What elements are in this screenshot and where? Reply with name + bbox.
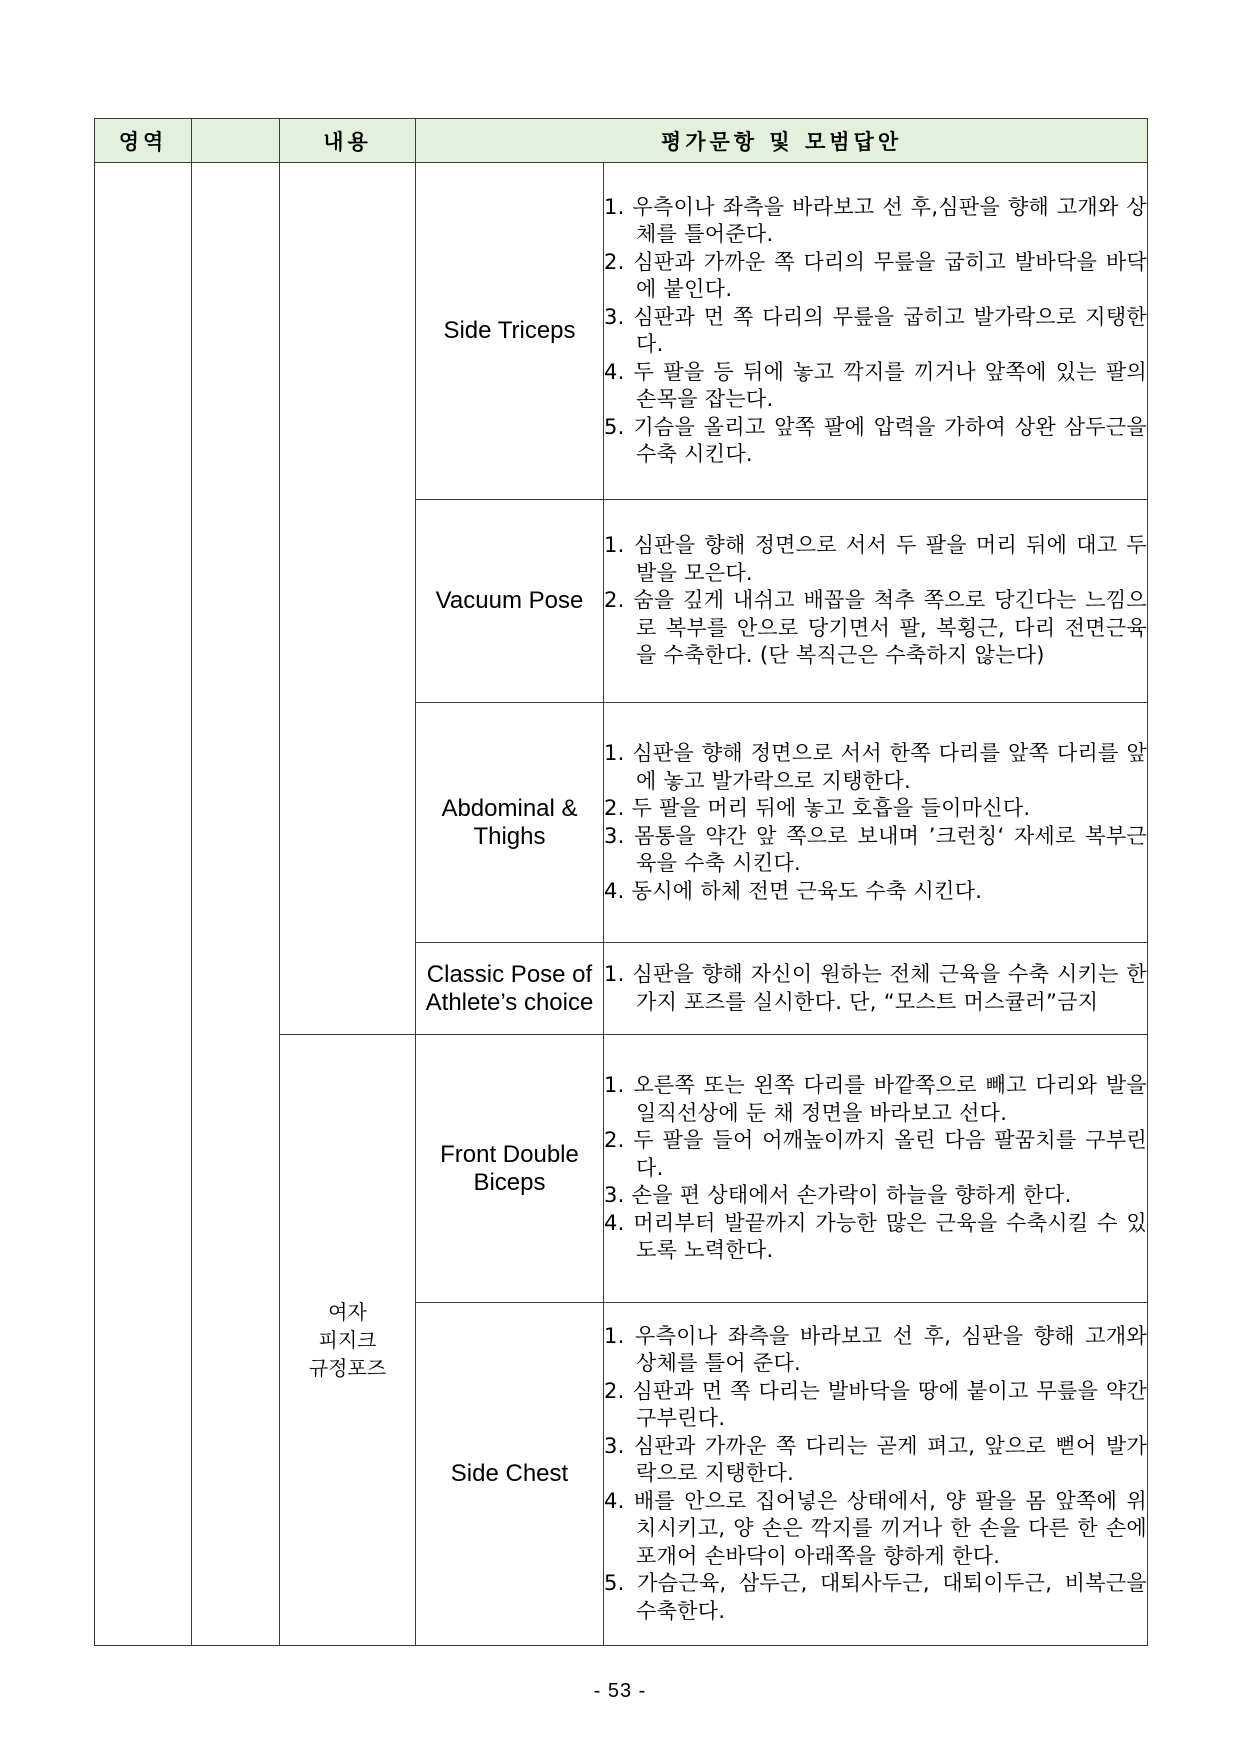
step-item: 3. 몸통을 약간 앞 쪽으로 보내며 ’크런칭‘ 자세로 복부근육을 수축 시킨다. <box>604 823 1148 875</box>
pose-steps <box>604 1303 1148 1646</box>
header-questions: 평가문항 및 모범답안 <box>416 119 1148 163</box>
step-item: 5. 가슴근육, 삼두근, 대퇴사두근, 대퇴이두근, 비복근을 수축한다. <box>604 1571 1148 1623</box>
step-item: 2. 두 팔을 머리 뒤에 놓고 호흡을 들이마신다. <box>604 796 1031 820</box>
step-item: 3. 심판과 가까운 쪽 다리는 곧게 펴고, 앞으로 뻗어 발가락으로 지탱한다. <box>604 1433 1148 1486</box>
pose-name: Side Triceps <box>416 163 604 500</box>
category-female-physique <box>280 1035 416 1646</box>
step-item: 2. 심판과 먼 쪽 다리는 발바닥을 땅에 붙이고 무릎을 약간 구부린다. <box>604 1378 1148 1431</box>
category-label: 여자 피지크 규정포즈 <box>308 1300 387 1380</box>
step-item: 1. 우측이나 좌측을 바라보고 선 후,심판을 향해 고개와 상체를 틀어준다. <box>604 194 1148 246</box>
step-item: 4. 머리부터 발끝까지 가능한 많은 근육을 수축시킬 수 있도록 노력한다. <box>604 1210 1148 1263</box>
pose-steps <box>604 163 1148 500</box>
table-header-row <box>95 119 1148 163</box>
step-item: 2. 숨을 깊게 내쉬고 배꼽을 척추 쪽으로 당긴다는 느낌으로 복부를 안으로 당기면서 팔, 복횡근, 다리 전면근육을 수축한다. (단 복직근은 수축하지 않는다) <box>604 588 1148 668</box>
pose-steps <box>604 943 1148 1035</box>
pose-steps <box>604 1035 1148 1303</box>
page-number: - 53 - <box>593 1680 647 1702</box>
step-item: 1. 심판을 향해 자신이 원하는 전체 근육을 수축 시키는 한가지 포즈를 실시한다. 단, “모스트 머스큘러”금지 <box>604 962 1148 1014</box>
blank-cell <box>192 163 280 1646</box>
pose-steps <box>604 500 1148 703</box>
pose-steps <box>604 703 1148 943</box>
pose-name: Classic Pose of Athlete’s choice <box>416 943 604 1035</box>
step-item: 1. 우측이나 좌측을 바라보고 선 후, 심판을 향해 고개와 상체를 틀어 준다. <box>604 1323 1148 1376</box>
category-cell-prev <box>280 163 416 1035</box>
header-area: 영역 <box>95 119 192 163</box>
pose-name: Vacuum Pose <box>416 500 604 703</box>
pose-name: Front Double Biceps <box>416 1035 604 1303</box>
pose-name: Side Chest <box>416 1303 604 1646</box>
step-item: 4. 동시에 하체 전면 근육도 수축 시킨다. <box>604 878 983 903</box>
pose-name: Abdominal & Thighs <box>416 703 604 943</box>
header-blank <box>192 119 280 163</box>
table-row <box>95 163 1148 500</box>
step-item: 3. 심판과 먼 쪽 다리의 무릎을 굽히고 발가락으로 지탱한다. <box>604 304 1148 356</box>
step-item: 1. 심판을 향해 정면으로 서서 한쪽 다리를 앞쪽 다리를 앞에 놓고 발가락으로 지탱한다. <box>604 741 1148 793</box>
header-content: 내용 <box>280 119 416 163</box>
step-item: 1. 심판을 향해 정면으로 서서 두 팔을 머리 뒤에 대고 두 발을 모은다. <box>604 533 1148 585</box>
step-item: 4. 배를 안으로 집어넣은 상태에서, 양 팔을 몸 앞쪽에 위치시키고, 양 손은 깍지를 끼거나 한 손을 다른 한 손에 포개어 손바닥이 아래쪽을 향하게 한다. <box>604 1488 1148 1568</box>
step-item: 1. 오른쪽 또는 왼쪽 다리를 바깥쪽으로 빼고 다리와 발을 일직선상에 둔 채 정면을 바라보고 선다. <box>604 1073 1148 1125</box>
step-item: 4. 두 팔을 등 뒤에 놓고 깍지를 끼거나 앞쪽에 있는 팔의 손목을 잡는다. <box>604 359 1148 411</box>
step-item: 2. 심판과 가까운 쪽 다리의 무릎을 굽히고 발바닥을 바닥에 붙인다. <box>604 249 1148 301</box>
step-item: 5. 기슴을 올리고 앞쪽 팔에 압력을 가하여 상완 삼두근을 수축 시킨다. <box>604 414 1148 466</box>
area-cell <box>95 163 192 1646</box>
step-item: 3. 손을 편 상태에서 손가락이 하늘을 향하게 한다. <box>604 1183 1072 1208</box>
step-item: 2. 두 팔을 들어 어깨높이까지 올린 다음 팔꿈치를 구부린다. <box>604 1128 1148 1180</box>
evaluation-table <box>94 118 1148 1646</box>
